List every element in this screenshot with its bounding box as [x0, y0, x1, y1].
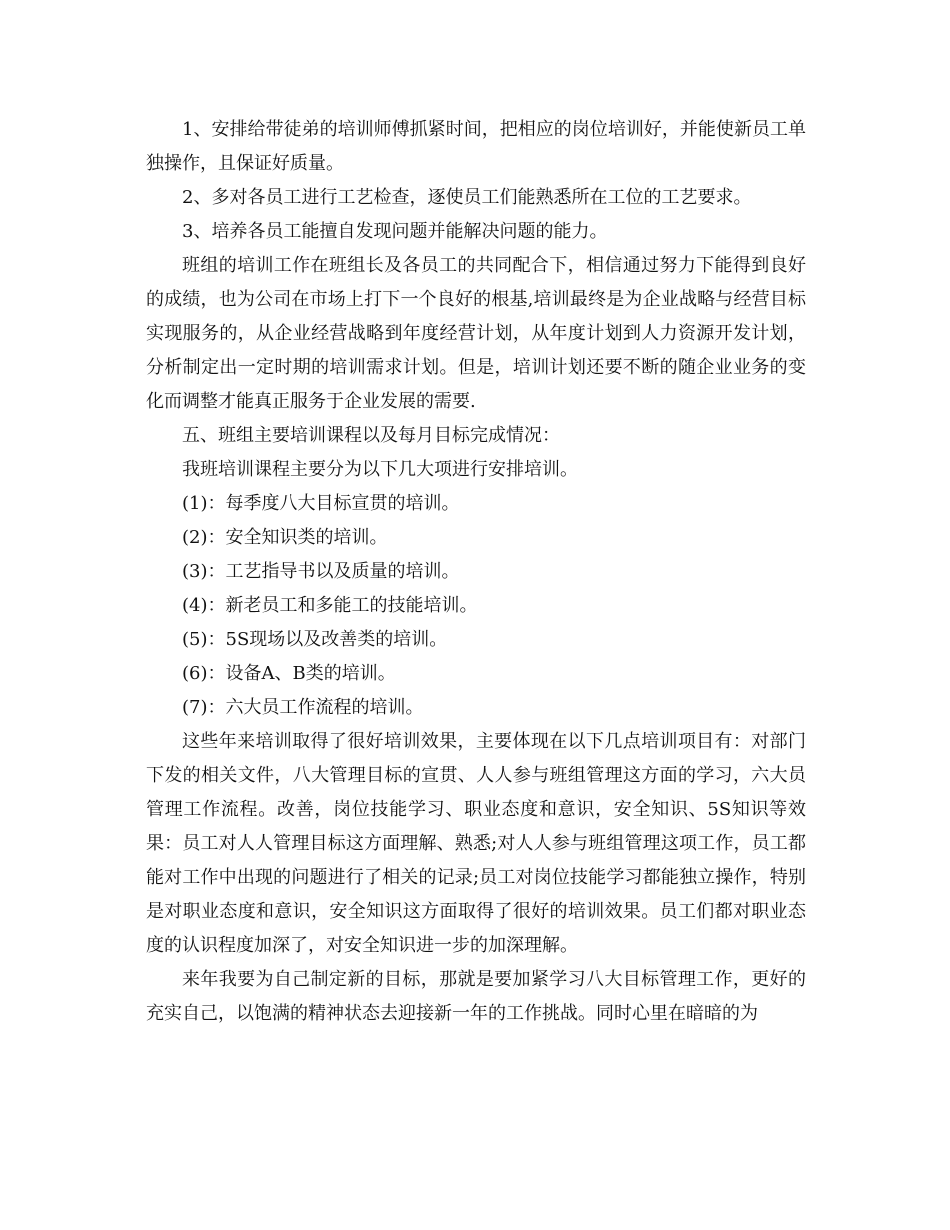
section-heading: 五、班组主要培训课程以及每月目标完成情况： [182, 425, 560, 446]
paragraph-2: 2、多对各员工进行工艺检查，逐使员工们能熟悉所在工位的工艺要求。 [182, 187, 752, 208]
list-item-5: (5)：5S现场以及改善类的培训。 [182, 629, 448, 650]
document-body [146, 113, 806, 1031]
list-item-3: (3)：工艺指导书以及质量的培训。 [182, 561, 460, 582]
list-item-2: (2)：安全知识类的培训。 [182, 527, 388, 548]
list-item-7: (7)：六大员工作流程的培训。 [182, 697, 424, 718]
list-item-4: (4)：新老员工和多能工的技能培训。 [182, 595, 478, 616]
paragraph-4: 班组的培训工作在班组长及各员工的共同配合下，相信通过努力下能得到良好的成绩，也为公司在市场上打下一个良好的根基,培训最终是为企业战略与经营目标实现服务的，从企业经营战略到年度经营计划，从年度计划到人力资源开发计划，分析制定出一定时期的培训需求计划。但是，培训计划还要不断的随企业业务的变化而调整才能真正服务于企业发展的需要. [146, 255, 806, 412]
paragraph-3: 3、培养各员工能擅自发现问题并能解决问题的能力。 [182, 221, 608, 242]
paragraph-intro: 我班培训课程主要分为以下几大项进行安排培训。 [182, 459, 578, 480]
list-item-6: (6)：设备A、B类的培训。 [182, 663, 396, 684]
paragraph-1: 1、安排给带徒弟的培训师傅抓紧时间，把相应的岗位培训好，并能使新员工单独操作，且保证好质量。 [146, 119, 806, 174]
list-item-1: (1)：每季度八大目标宣贯的培训。 [182, 493, 460, 514]
paragraph-goals: 来年我要为自己制定新的目标，那就是要加紧学习八大目标管理工作，更好的充实自己，以饱满的精神状态去迎接新一年的工作挑战。同时心里在暗暗的为 [146, 969, 806, 1024]
paragraph-results: 这些年来培训取得了很好培训效果，主要体现在以下几点培训项目有：对部门下发的相关文件，八大管理目标的宣贯、人人参与班组管理这方面的学习，六大员管理工作流程。改善，岗位技能学习、职业态度和意识，安全知识、5S知识等效果：员工对人人管理目标这方面理解、熟悉;对人人参与班组管理这项工作，员工都能对工作中出现的问题进行了相关的记录;员工对岗位技能学习都能独立操作，特别是对职业态度和意识，安全知识这方面取得了很好的培训效果。员工们都对职业态度的认识程度加深了，对安全知识进一步的加深理解。 [146, 731, 806, 956]
